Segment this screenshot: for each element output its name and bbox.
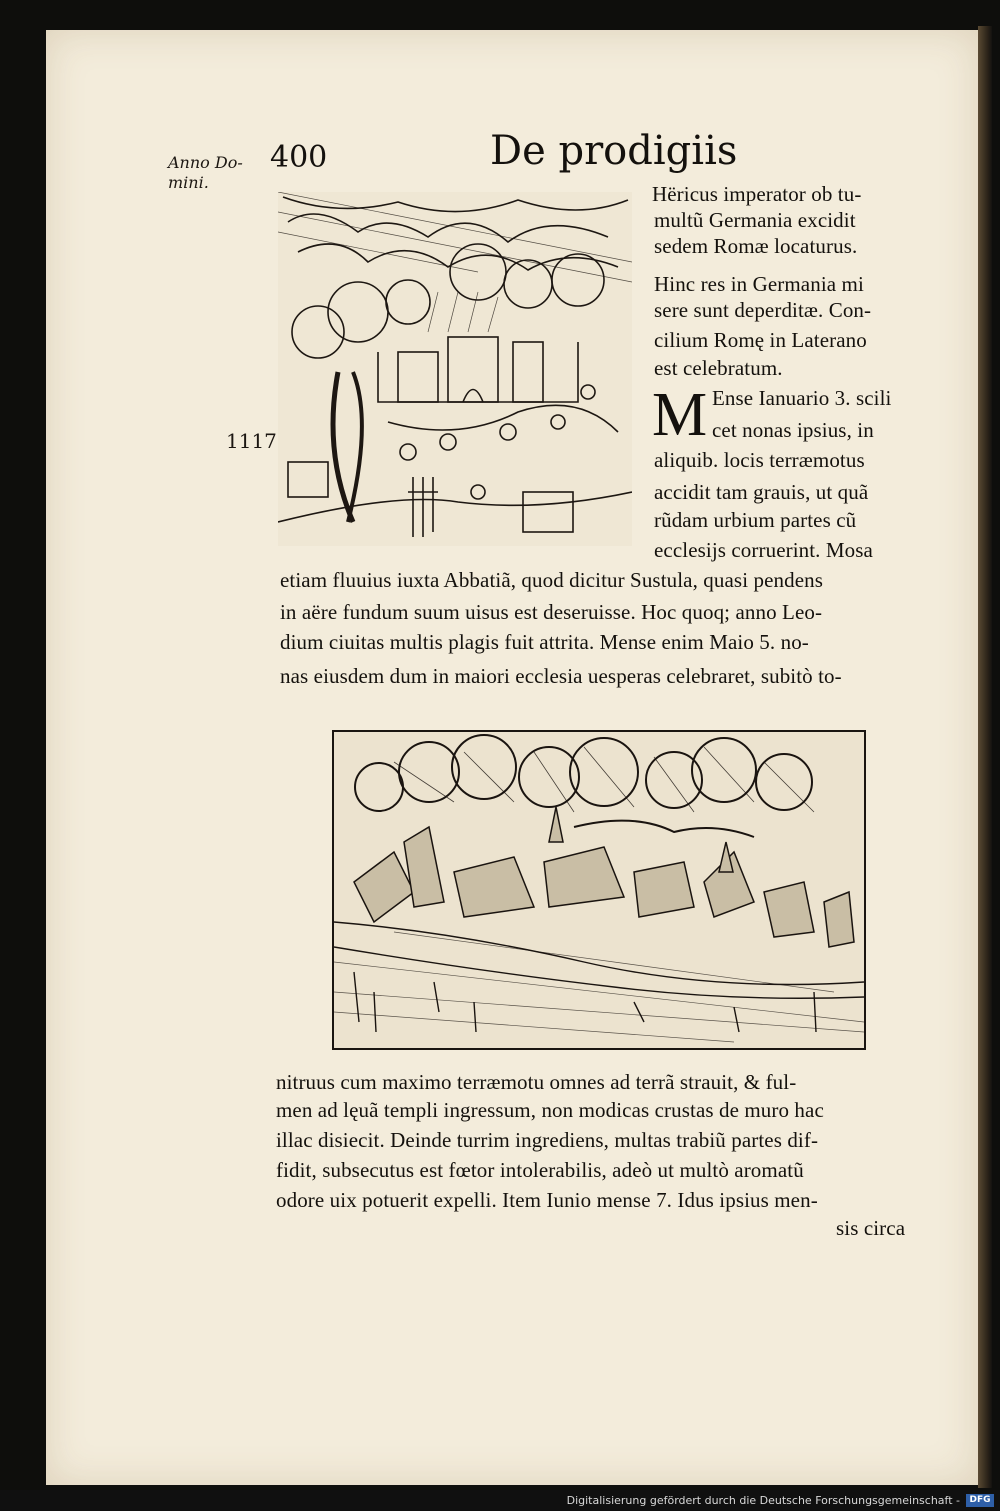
text-line: est celebratum. (654, 356, 783, 380)
text-line: Ense Ianuario 3. scili (712, 386, 892, 410)
page-number: 400 (270, 140, 328, 175)
text-line: nitruus cum maximo terræmotu omnes ad terrã strauit, & ful- (276, 1070, 797, 1094)
running-head: De prodigiis (490, 128, 738, 174)
footer-credit: Digitalisierung gefördert durch die Deutsche Forschungsgemeinschaft - (566, 1494, 960, 1507)
woodcut-prodigy-sky (278, 192, 632, 546)
text-line: fidit, subsecutus est fœtor intolerabilis, adeò ut multò aromatũ (276, 1158, 804, 1182)
margin-year: 1117 (226, 429, 277, 453)
dfg-logo: DFG (966, 1494, 994, 1507)
text-line: ecclesijs corruerint. Mosa (654, 538, 873, 562)
text-line: in aëre fundum suum uisus est deseruisse. Hoc quoq; anno Leo- (280, 600, 823, 624)
woodcut-earthquake-town (332, 730, 866, 1050)
text-line: multũ Germania excidit (654, 208, 856, 232)
text-line: cilium Romę in Laterano (654, 328, 867, 352)
text-line: Hinc res in Germania mi (654, 272, 864, 296)
text-line: sedem Romæ locaturus. (654, 234, 858, 258)
text-line: aliquib. locis terræmotus (654, 448, 865, 472)
margin-mini: mini. (168, 173, 209, 192)
text-line: sere sunt deperditæ. Con- (654, 298, 872, 322)
text-line: Hëricus imperator ob tu- (652, 182, 862, 206)
text-line: cet nonas ipsius, in (712, 418, 874, 442)
drop-capital: M (652, 381, 708, 449)
text-line: nas eiusdem dum in maiori ecclesia uesperas celebraret, subitò to- (280, 664, 842, 688)
text-line: accidit tam grauis, ut quã (654, 480, 869, 504)
text-line: odore uix potuerit expelli. Item Iunio mense 7. Idus ipsius men- (276, 1188, 818, 1212)
text-line: dium ciuitas multis plagis fuit attrita. Mense enim Maio 5. no- (280, 630, 809, 654)
page-edge (978, 26, 992, 1488)
text-line: rũdam urbium partes cũ (654, 508, 857, 532)
margin-anno-domini: Anno Do- (168, 153, 243, 172)
text-line: men ad lęuã templi ingressum, non modicas crustas de muro hac (276, 1098, 824, 1122)
text-line: illac disiecit. Deinde turrim ingrediens, multas trabiũ partes dif- (276, 1128, 819, 1152)
catchword: sis circa (836, 1216, 906, 1240)
text-line: etiam fluuius iuxta Abbatiã, quod dicitur Sustula, quasi pendens (280, 568, 823, 592)
digitization-footer (0, 1490, 1000, 1511)
